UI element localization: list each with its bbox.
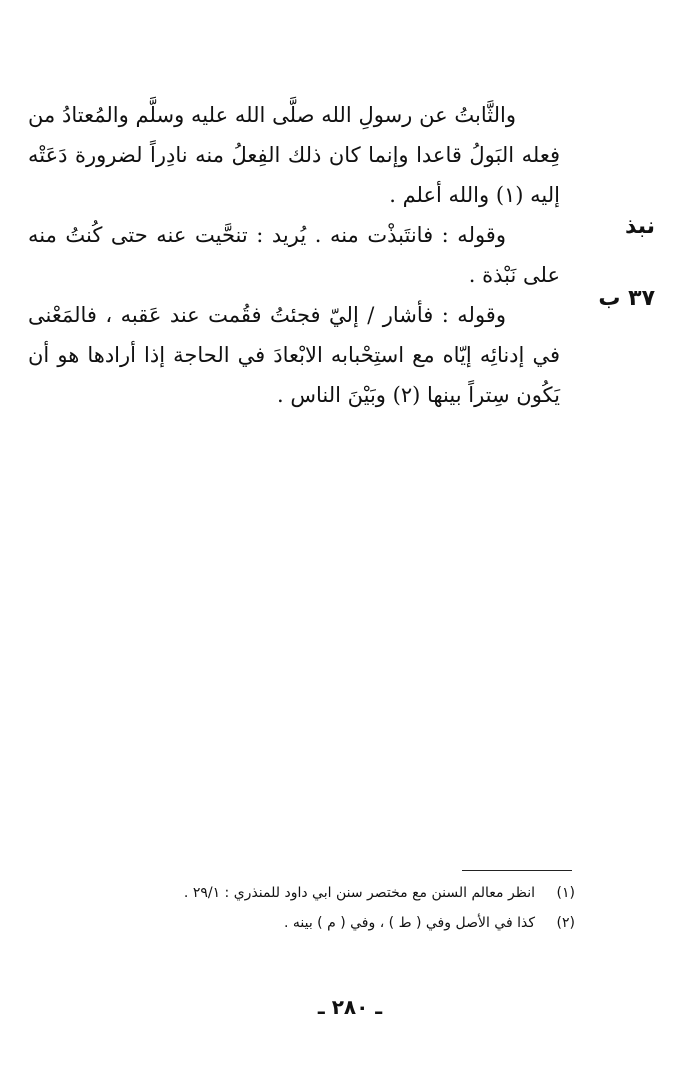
manuscript-folio-marker: ٣٧ ب <box>598 286 655 311</box>
footnote-text: انظر معالم السنن مع مختصر سنن ابي داود للمنذري : ٢٩/١ . <box>183 885 535 901</box>
footnote-text: كذا في الأصل وفي ( ط ) ، وفي ( م ) بينه . <box>283 915 535 931</box>
paragraph-1: والثَّابتُ عن رسولِ الله صلَّى الله عليه وسلَّم والمُعتادُ من فِعله البَولُ قاعدا وإنما كان ذلك الفِعلُ منه نادِراً لضرورة دَعَتْه إليه (١) والله أعلم . <box>28 103 560 207</box>
footnotes <box>70 878 575 938</box>
footnote-1 <box>70 878 575 908</box>
margin-keyword: نبذ <box>625 214 655 239</box>
main-text <box>28 95 560 415</box>
paragraph-3: وقوله : فأشار / إليّ فجئتُ فقُمت عند عَقبه ، فالمَعْنى في إدنائِه إيّاه مع استِحْبابه الابْعادَ في الحاجة إذا أرادها هو أن يَكُون سِتراً بينها (٢) وبَيْنَ الناس . <box>28 303 560 407</box>
footnote-number: (١) <box>556 885 575 901</box>
footnote-separator <box>462 870 572 871</box>
footnote-number: (٢) <box>556 915 575 931</box>
footnote-2 <box>70 908 575 938</box>
page-number: ـ ٢٨٠ ـ <box>317 995 383 1019</box>
paragraph-2: وقوله : فانتَبذْت منه . يُريد : تنحَّيت عنه حتى كُنتُ منه على نَبْذة . <box>28 223 560 287</box>
